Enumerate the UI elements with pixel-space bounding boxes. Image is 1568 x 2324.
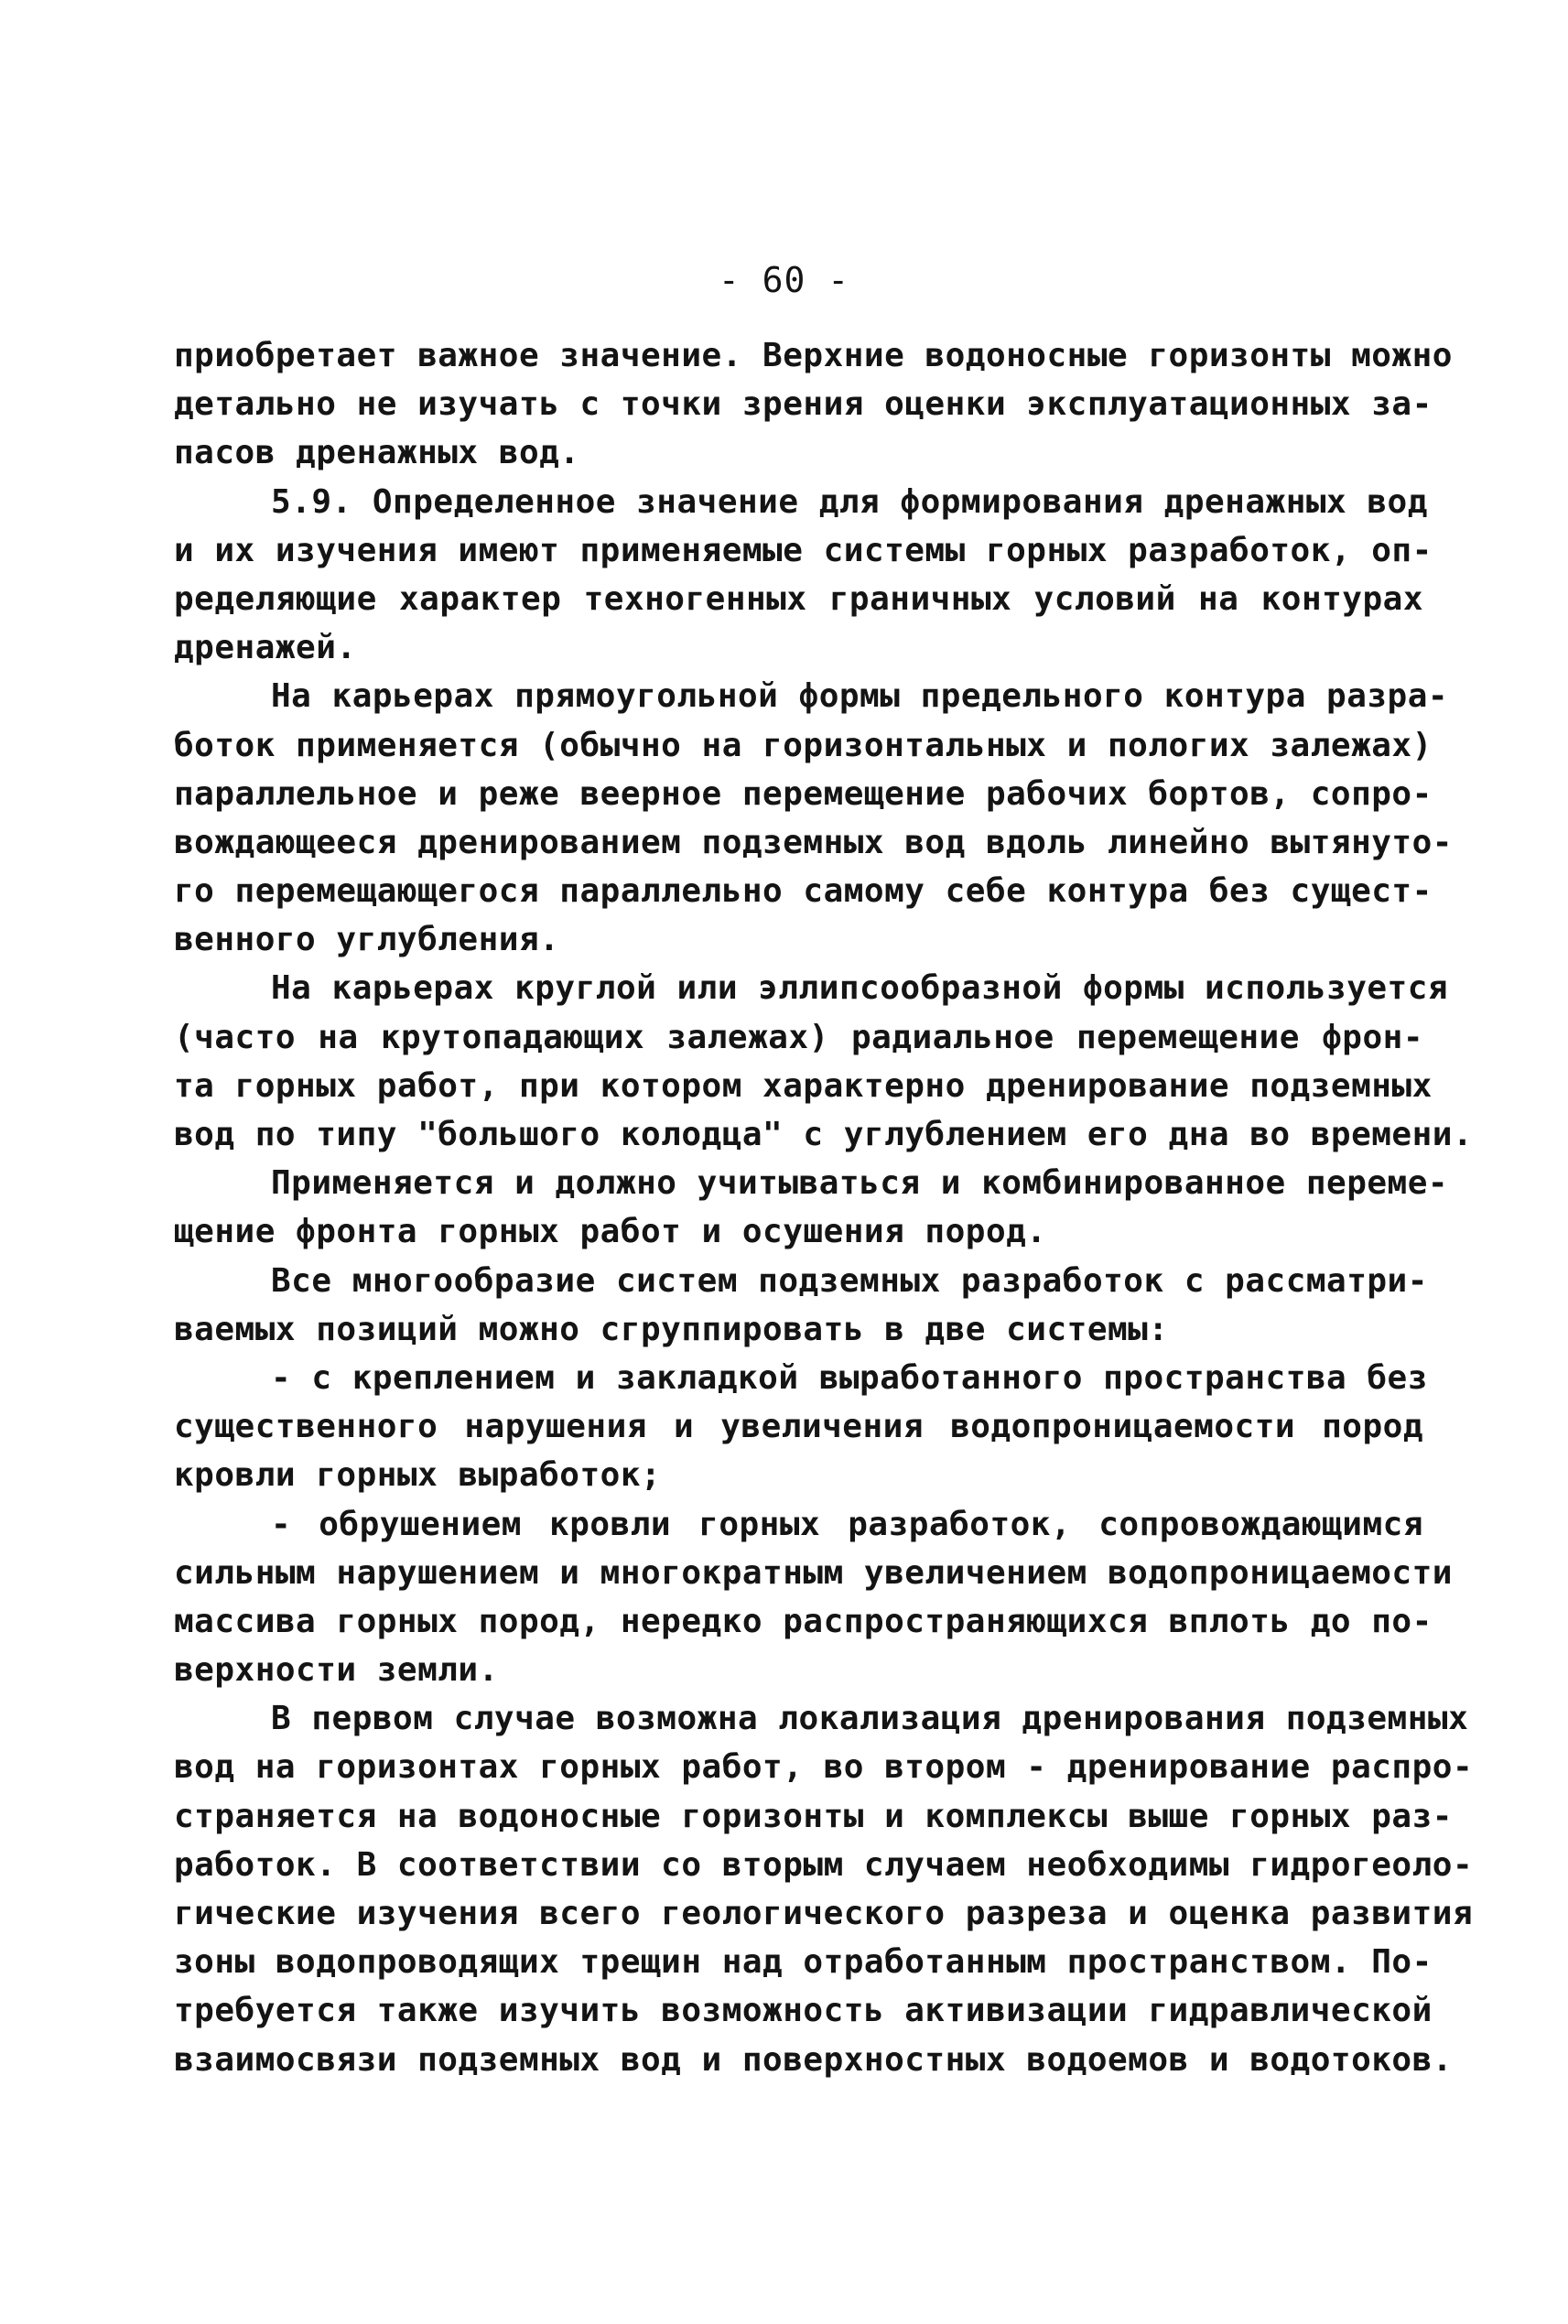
text-line: щение фронта горных работ и осушения пород. [174,1213,1047,1251]
text-line: боток применяется (обычно на горизонтальных и пологих залежах) [174,726,1433,764]
text-line: ределяющие характер техногенных граничных условий на контурах [174,579,1423,618]
paragraph-start-line: Все многообразие систем подземных разработок с рассматри- [271,1261,1428,1300]
paragraph-start-line: В первом случае возможна локализация дренирования подземных [271,1700,1469,1738]
paragraph-start-line: На карьерах круглой или эллипсообразной формы используется [271,969,1449,1008]
paragraph-start-line: Применяется и должно учитываться и комбинированное переме- [271,1164,1449,1203]
text-line: вод на горизонтах горных работ, во втором - дренирование распро- [174,1748,1474,1787]
text-line: пасов дренажных вод. [174,434,580,472]
paragraph-start-line: 5.9. Определенное значение для формирования дренажных вод [271,482,1428,521]
list-item-line: - обрушением кровли горных разработок, сопровождающимся [271,1505,1423,1543]
text-line: массива горных пород, нередко распространяющихся вплоть до по- [174,1602,1433,1640]
text-line: работок. В соответствии со вторым случаем необходимы гидрогеоло- [174,1845,1474,1884]
page-number: - 60 - [718,260,850,300]
text-line: верхности земли. [174,1651,499,1690]
text-line: страняется на водоносные горизонты и комплексы выше горных раз- [174,1797,1453,1835]
text-line: дренажей. [174,629,357,667]
text-line: параллельное и реже веерное перемещение рабочих бортов, сопро- [174,774,1433,813]
paragraph-start-line: На карьерах прямоугольной формы предельного контура разра- [271,677,1449,716]
text-line: зоны водопроводящих трещин над отработанным пространством. По- [174,1943,1433,1982]
body-text [174,331,1474,2084]
text-line: вождающееся дренированием подземных вод вдоль линейно вытянуто- [174,823,1453,861]
text-line: и их изучения имеют применяемые системы горных разработок, оп- [174,531,1433,569]
text-line: ваемых позиций можно сгруппировать в две системы: [174,1310,1169,1348]
text-line: кровли горных выработок; [174,1456,662,1495]
text-line: существенного нарушения и увеличения водопроницаемости пород [174,1408,1423,1446]
text-line: та горных работ, при котором характерно дренирование подземных [174,1066,1433,1105]
list-item-line: - с креплением и закладкой выработанного пространства без [271,1358,1428,1397]
text-line: детально не изучать с точки зрения оценки эксплуатационных за- [174,385,1433,424]
text-line: требуется также изучить возможность активизации гидравлической [174,1992,1433,2030]
text-line: (часто на крутопадающих залежах) радиальное перемещение фрон- [174,1018,1423,1056]
text-line: приобретает важное значение. Верхние водоносные горизонты можно [174,337,1453,374]
text-line: венного углубления. [174,921,560,959]
text-line: вод по типу "большого колодца" с углублением его дна во времени. [174,1116,1474,1153]
text-line: сильным нарушением и многократным увеличением водопроницаемости [174,1553,1453,1592]
text-line: го перемещающегося параллельно самому себе контура без сущест- [174,872,1433,911]
text-line: гические изучения всего геологического разреза и оценка развития [174,1895,1474,1932]
text-line: взаимосвязи подземных вод и поверхностных водоемов и водотоков. [174,2040,1453,2079]
